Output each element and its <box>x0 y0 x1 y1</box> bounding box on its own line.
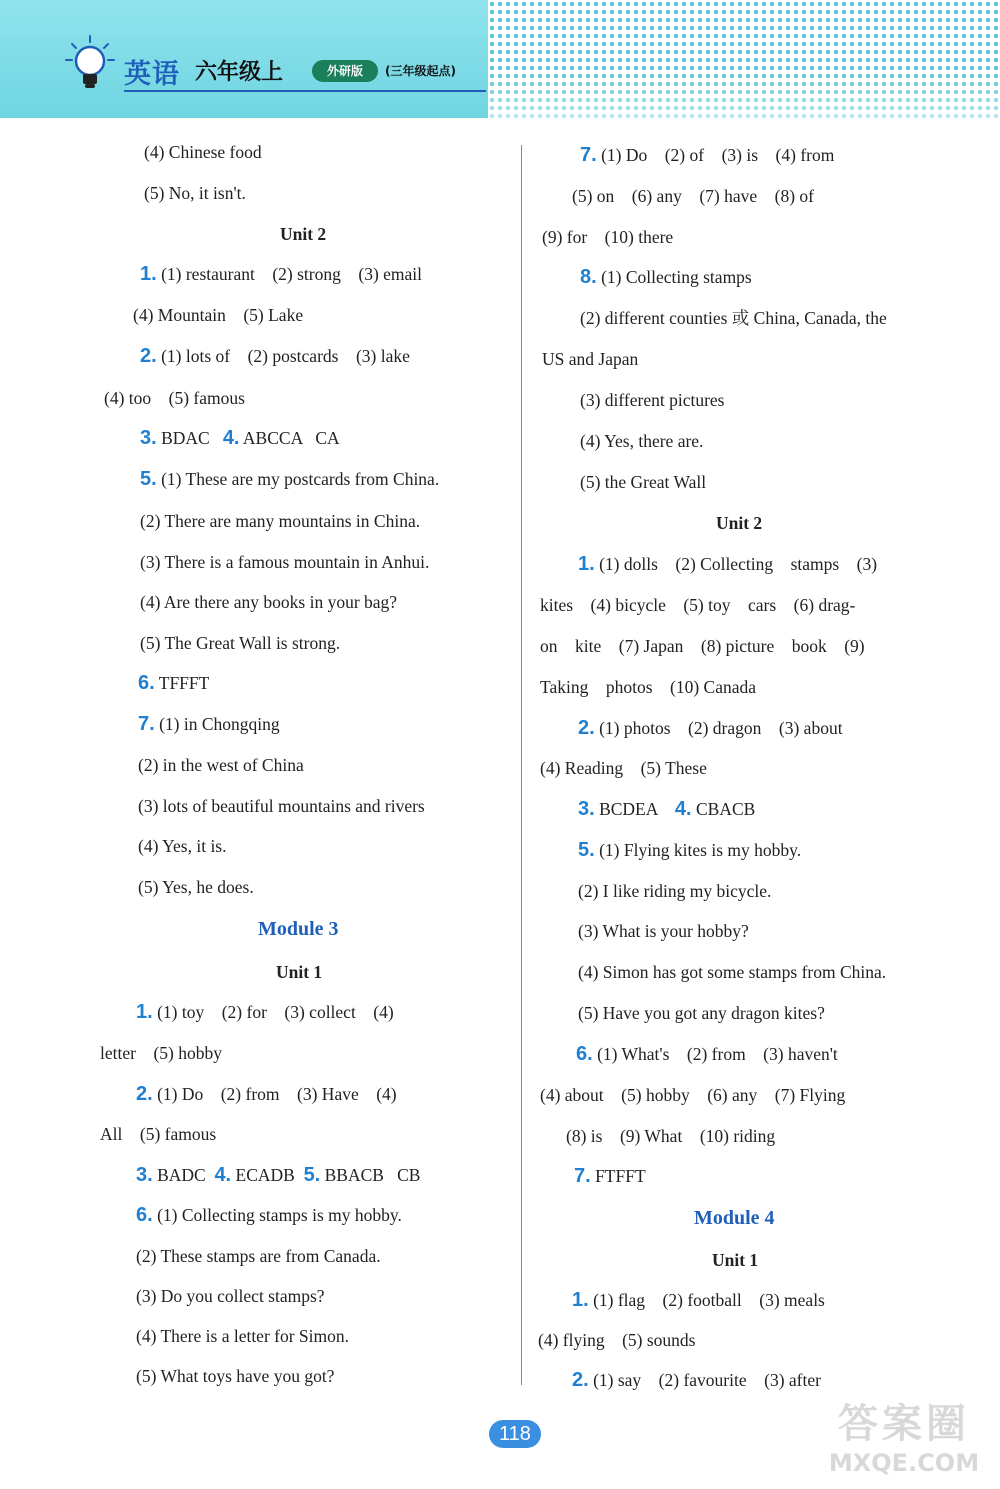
column-divider <box>521 145 522 1385</box>
question-1: 1. (1) restaurant (2) strong (3) email <box>140 263 423 285</box>
question-7: 7. (1) in Chongqing <box>138 713 280 735</box>
answer-line: (3) lots of beautiful mountains and rivers <box>138 796 425 816</box>
question-1: 1. (1) flag (2) football (3) meals <box>572 1289 825 1311</box>
answer-line: (4) Chinese food <box>144 142 262 162</box>
unit-heading: Unit 1 <box>712 1250 759 1270</box>
answer-line: (4) Simon has got some stamps from China. <box>578 962 887 982</box>
answer-line: (4) Reading (5) These <box>540 758 707 778</box>
answer-line: (4) too (5) famous <box>104 388 245 408</box>
answer-line: Taking photos (10) Canada <box>540 677 757 697</box>
question-3-4-5: 3. BADC 4. ECADB 5. BBACB CB <box>136 1164 421 1186</box>
answer-line: (2) different counties 或 China, Canada, the <box>580 308 887 328</box>
lightbulb-icon <box>64 34 116 92</box>
answer-line: on kite (7) Japan (8) picture book (9) <box>540 636 865 656</box>
answer-line: (2) I like riding my bicycle. <box>578 881 772 901</box>
page-number: 118 <box>489 1420 541 1448</box>
answer-line: (5) on (6) any (7) have (8) of <box>572 186 815 206</box>
answer-line: (3) different pictures <box>580 390 725 410</box>
question-2: 2. (1) Do (2) from (3) Have (4) <box>136 1083 397 1105</box>
answer-line: (2) in the west of China <box>138 755 304 775</box>
question-3-4: 3. BDAC 4. ABCCA CA <box>140 427 340 449</box>
answer-line: (4) Mountain (5) Lake <box>133 305 304 325</box>
header-rule <box>124 90 486 92</box>
question-2: 2. (1) photos (2) dragon (3) about <box>578 717 843 739</box>
answer-line: (5) What toys have you got? <box>136 1366 335 1386</box>
unit-heading: Unit 1 <box>276 962 323 982</box>
question-1: 1. (1) toy (2) for (3) collect (4) <box>136 1001 394 1023</box>
module-heading: Module 4 <box>694 1207 775 1229</box>
answer-line: (8) is (9) What (10) riding <box>566 1126 776 1146</box>
answer-line: (5) No, it isn't. <box>144 183 246 203</box>
answer-line: (4) Are there any books in your bag? <box>140 592 398 612</box>
answer-line: (2) These stamps are from Canada. <box>136 1246 381 1266</box>
answer-line: letter (5) hobby <box>100 1043 222 1063</box>
answer-line: (4) There is a letter for Simon. <box>136 1326 350 1346</box>
answer-line: (4) Yes, it is. <box>138 836 227 856</box>
watermark: 答案圈 MXQE.COM <box>828 1401 980 1477</box>
question-5: 5. (1) Flying kites is my hobby. <box>578 839 802 861</box>
module-heading: Module 3 <box>258 918 339 940</box>
answer-line: (5) The Great Wall is strong. <box>140 633 341 653</box>
answer-line: (4) flying (5) sounds <box>538 1330 696 1350</box>
question-3-4: 3. BCDEA 4. CBACB <box>578 798 756 820</box>
question-7: 7. (1) Do (2) of (3) is (4) from <box>580 144 835 166</box>
answer-line: (4) Yes, there are. <box>580 431 704 451</box>
question-7: 7. FTFFT <box>574 1165 646 1187</box>
answer-line: (5) Have you got any dragon kites? <box>578 1003 825 1023</box>
subject-title: 英语 <box>124 59 180 90</box>
unit-heading: Unit 2 <box>280 224 327 244</box>
answer-line: (2) There are many mountains in China. <box>140 511 421 531</box>
question-2: 2. (1) say (2) favourite (3) after <box>572 1369 821 1391</box>
question-2: 2. (1) lots of (2) postcards (3) lake <box>140 345 410 367</box>
answer-line: (9) for (10) there <box>542 227 674 247</box>
answer-line: (3) Do you collect stamps? <box>136 1286 325 1306</box>
question-6: 6. (1) What's (2) from (3) haven't <box>576 1043 838 1065</box>
edition-badge: 外研版 <box>312 60 378 82</box>
grade-title: 六年级上 <box>195 60 284 85</box>
edition-note: (三年级起点) <box>385 64 456 78</box>
page-header <box>0 0 1000 120</box>
answer-line: kites (4) bicycle (5) toy cars (6) drag- <box>540 595 856 615</box>
unit-heading: Unit 2 <box>716 513 763 533</box>
question-8: 8. (1) Collecting stamps <box>580 266 752 288</box>
question-1: 1. (1) dolls (2) Collecting stamps (3) <box>578 553 878 575</box>
question-5: 5. (1) These are my postcards from China. <box>140 468 440 490</box>
answer-line: (5) Yes, he does. <box>138 877 254 897</box>
answer-line: (4) about (5) hobby (6) any (7) Flying <box>540 1085 846 1105</box>
answer-line: All (5) famous <box>100 1124 217 1144</box>
answer-line: (3) There is a famous mountain in Anhui. <box>140 552 430 572</box>
question-6: 6. TFFFT <box>138 672 210 694</box>
answer-line: US and Japan <box>542 349 639 369</box>
question-6: 6. (1) Collecting stamps is my hobby. <box>136 1204 402 1226</box>
answer-line: (5) the Great Wall <box>580 472 707 492</box>
answer-line: (3) What is your hobby? <box>578 921 749 941</box>
